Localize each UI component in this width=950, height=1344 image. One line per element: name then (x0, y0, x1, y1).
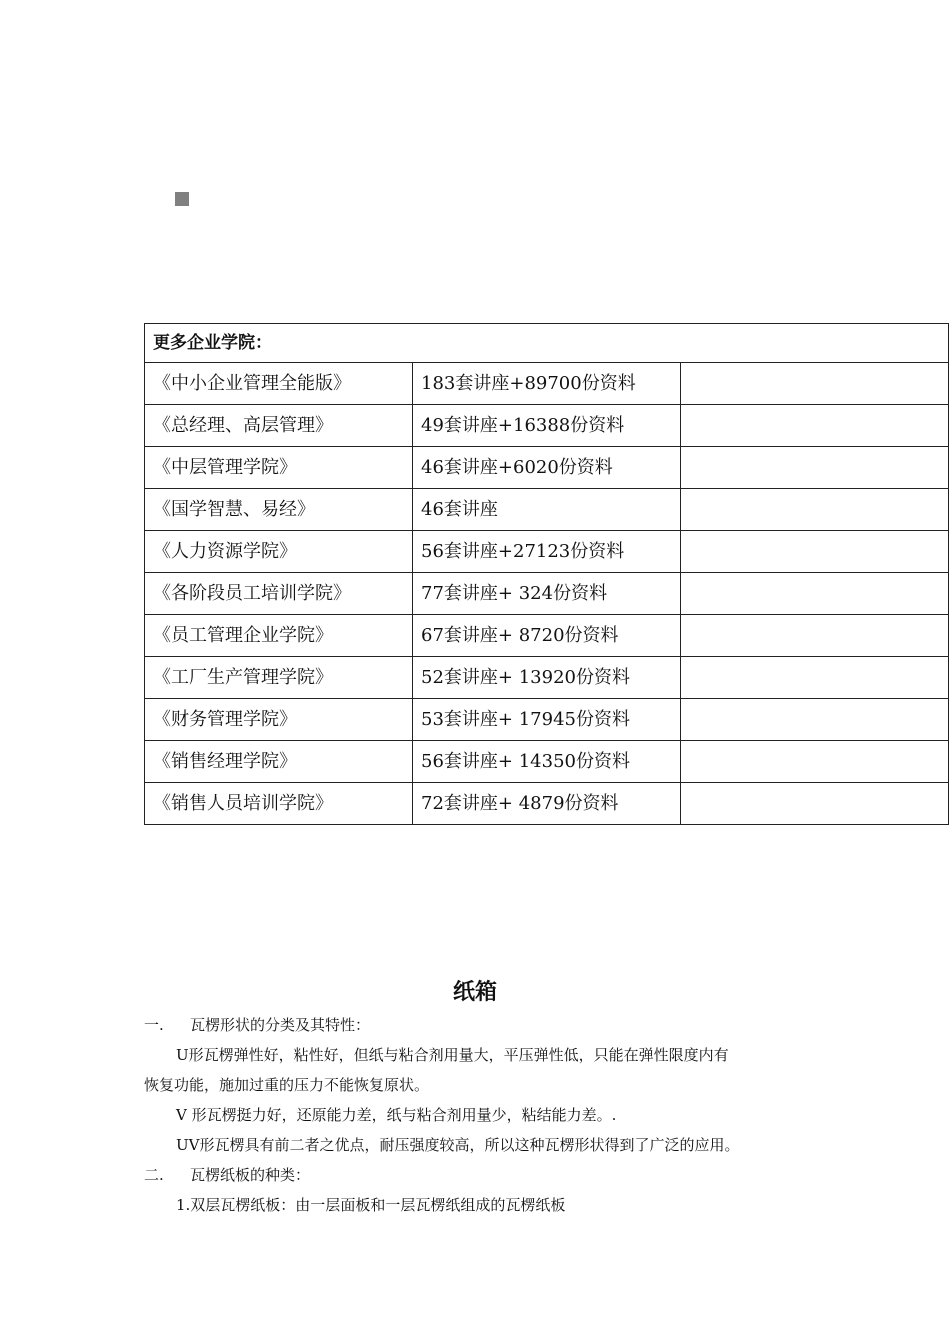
empty-cell (681, 783, 949, 825)
course-content: 77套讲座+ 324份资料 (413, 573, 681, 615)
course-name: 《员工管理企业学院》 (145, 615, 413, 657)
course-content: 56套讲座+27123份资料 (413, 531, 681, 573)
table-row (145, 699, 949, 741)
course-content: 46套讲座 (413, 489, 681, 531)
course-name: 《财务管理学院》 (145, 699, 413, 741)
table-row (145, 573, 949, 615)
course-content: 183套讲座+89700份资料 (413, 363, 681, 405)
empty-cell (681, 573, 949, 615)
course-content: 56套讲座+ 14350份资料 (413, 741, 681, 783)
course-name: 《人力资源学院》 (145, 531, 413, 573)
course-name: 《国学智慧、易经》 (145, 489, 413, 531)
course-name: 《销售经理学院》 (145, 741, 413, 783)
course-content: 72套讲座+ 4879份资料 (413, 783, 681, 825)
empty-cell (681, 657, 949, 699)
document-body (144, 1010, 824, 1220)
course-content: 52套讲座+ 13920份资料 (413, 657, 681, 699)
empty-cell (681, 531, 949, 573)
course-name: 《中层管理学院》 (145, 447, 413, 489)
course-name: 《总经理、高层管理》 (145, 405, 413, 447)
paragraph-u-line2: 恢复功能，施加过重的压力不能恢复原状。 (144, 1076, 430, 1094)
empty-cell (681, 363, 949, 405)
catalog-table (144, 323, 949, 825)
document-title: 纸箱 (452, 980, 497, 1005)
course-name: 《中小企业管理全能版》 (145, 363, 413, 405)
course-content: 67套讲座+ 8720份资料 (413, 615, 681, 657)
paragraph-v: V 形瓦楞挺力好，还原能力差，纸与粘合剂用量少，粘结能力差。. (176, 1106, 617, 1124)
paragraph-uv: UV形瓦楞具有前二者之优点，耐压强度较高，所以这种瓦楞形状得到了广泛的应用。 (176, 1136, 740, 1154)
course-content: 46套讲座+6020份资料 (413, 447, 681, 489)
section-heading-2 (144, 1160, 824, 1190)
section-heading-1 (144, 1010, 824, 1040)
table-row (145, 741, 949, 783)
course-name: 《各阶段员工培训学院》 (145, 573, 413, 615)
empty-cell (681, 615, 949, 657)
table-row (145, 531, 949, 573)
table-row (145, 489, 949, 531)
table-header: 更多企业学院： (145, 324, 949, 363)
table-header-row (145, 324, 949, 363)
table-row (145, 615, 949, 657)
list-item: 1.双层瓦楞纸板：由一层面板和一层瓦楞纸组成的瓦楞纸板 (176, 1196, 566, 1214)
course-name: 《工厂生产管理学院》 (145, 657, 413, 699)
section-heading-text: 瓦楞形状的分类及其特性： (190, 1016, 371, 1034)
course-content: 53套讲座+ 17945份资料 (413, 699, 681, 741)
table-row (145, 405, 949, 447)
square-bullet-icon (175, 192, 189, 206)
empty-cell (681, 699, 949, 741)
empty-cell (681, 447, 949, 489)
empty-cell (681, 405, 949, 447)
empty-cell (681, 741, 949, 783)
paragraph-u-line1: U形瓦楞弹性好，粘性好，但纸与粘合剂用量大，平压弹性低，只能在弹性限度内有 (176, 1046, 729, 1064)
section-number: 一. (144, 1016, 164, 1034)
course-content: 49套讲座+16388份资料 (413, 405, 681, 447)
course-name: 《销售人员培训学院》 (145, 783, 413, 825)
table-row (145, 783, 949, 825)
table-row (145, 447, 949, 489)
table-row (145, 363, 949, 405)
table-row (145, 657, 949, 699)
empty-cell (681, 489, 949, 531)
section-number: 二. (144, 1166, 164, 1184)
section-heading-text: 瓦楞纸板的种类： (190, 1166, 311, 1184)
